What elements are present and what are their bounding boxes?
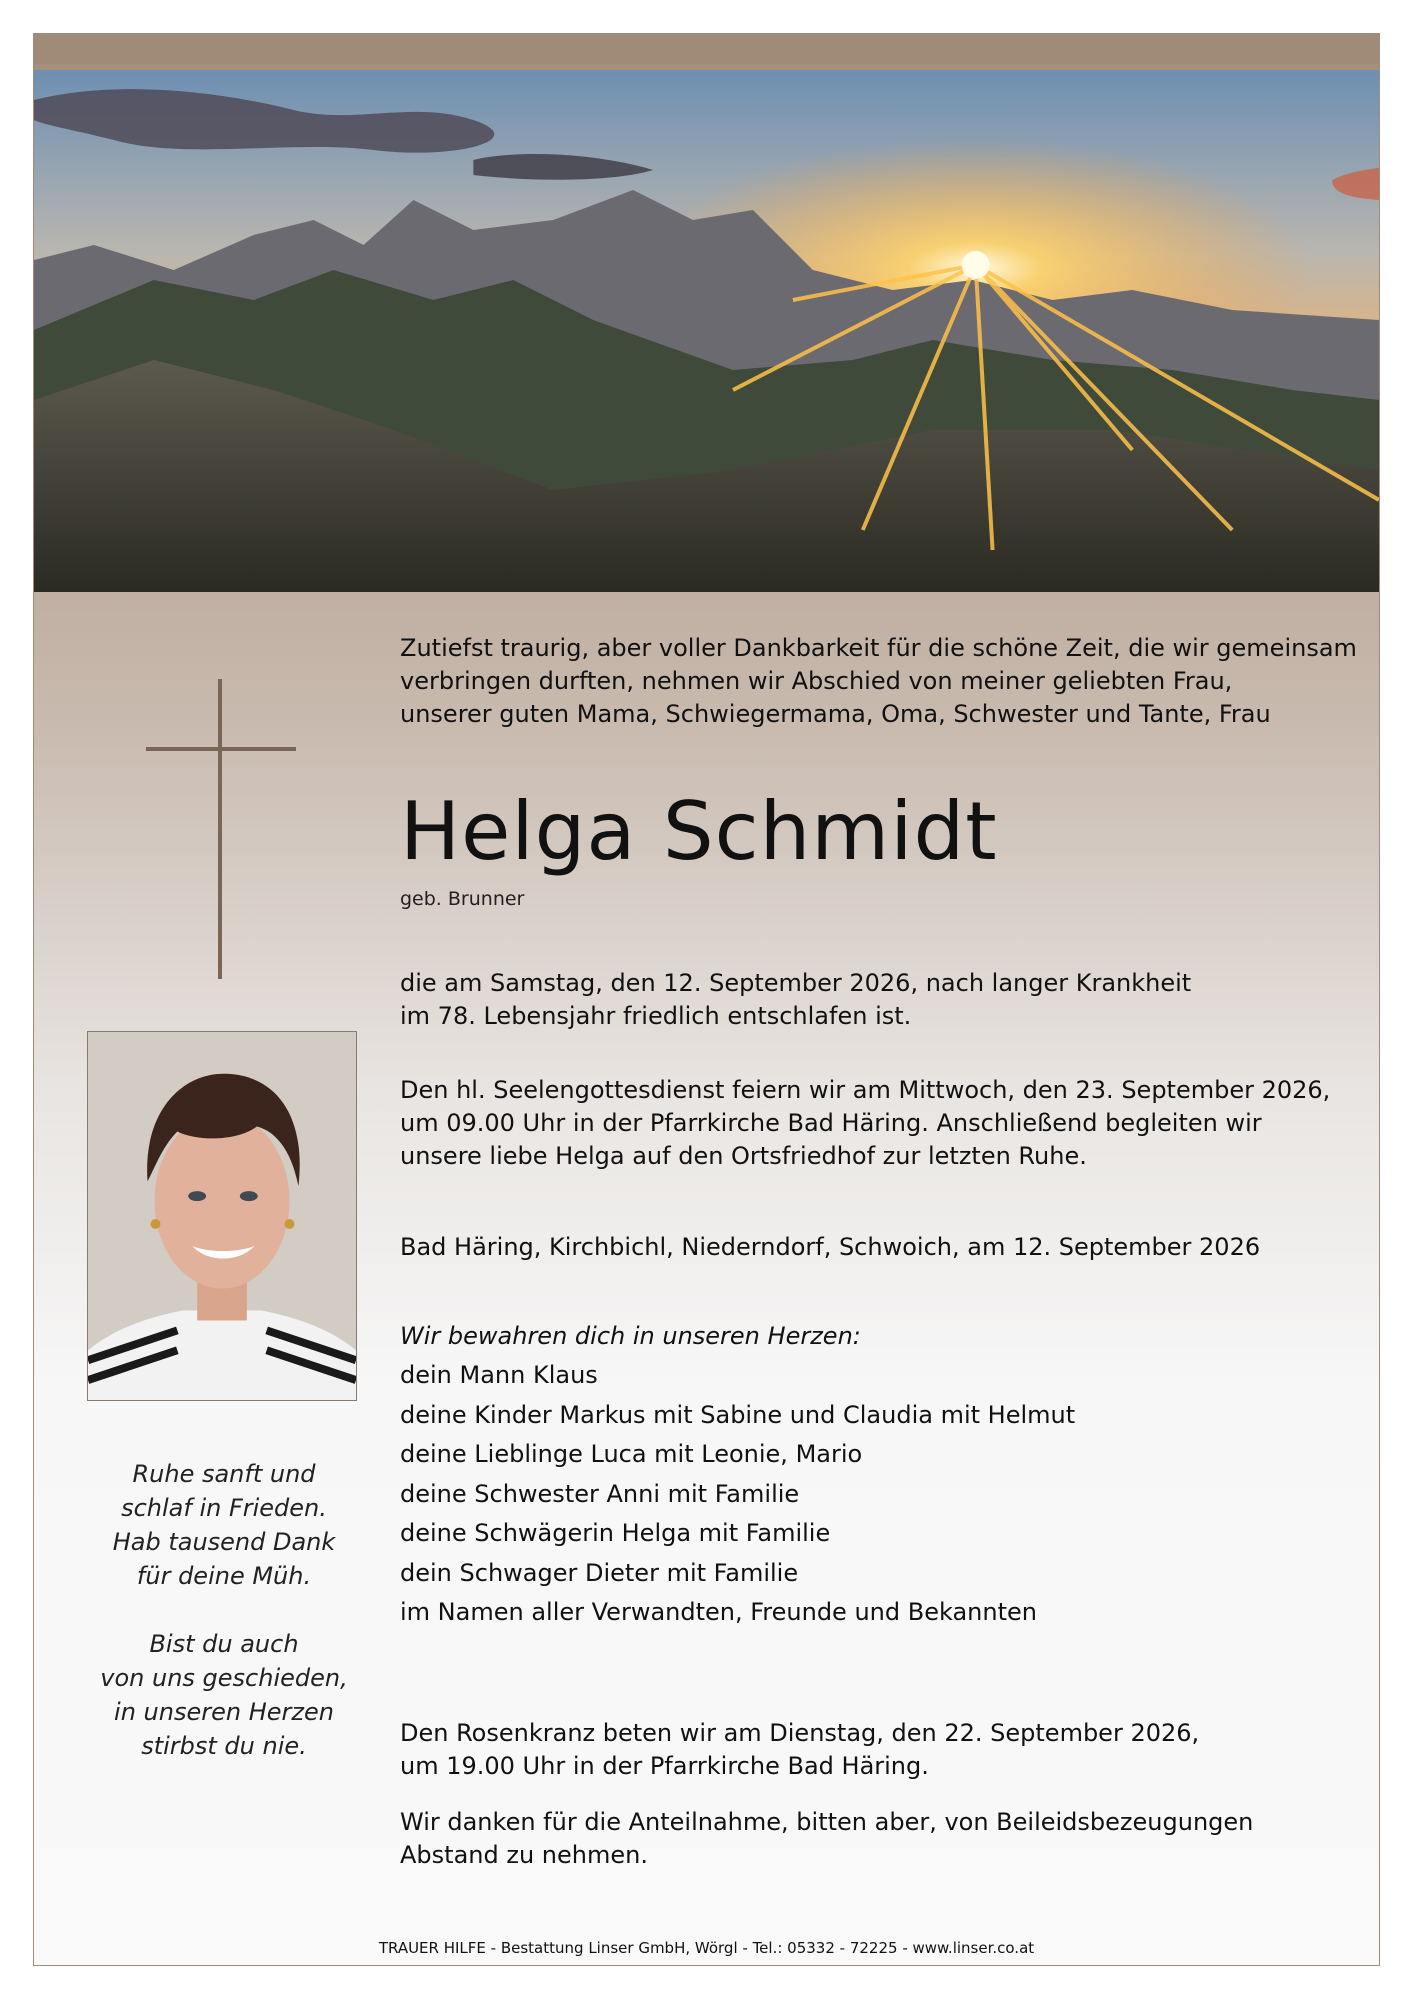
mourners-block: [400, 1316, 1360, 1633]
mourner-line: deine Lieblinge Luca mit Leonie, Mario: [400, 1440, 863, 1468]
service-line: unsere liebe Helga auf den Ortsfriedhof zur letzten Ruhe.: [400, 1142, 1087, 1170]
poem-line: Hab tausend Dank: [112, 1528, 336, 1556]
obituary-main-text: [400, 632, 1360, 731]
intro-line: Zutiefst traurig, aber voller Dankbarkeit für die schöne Zeit, die wir gemeinsam: [400, 634, 1357, 662]
death-line: die am Samstag, den 12. September 2026, nach langer Krankheit: [400, 969, 1192, 997]
death-notice: [400, 967, 1360, 1033]
poem-line: für deine Müh.: [136, 1562, 312, 1590]
cross-vertical-bar: [218, 679, 222, 979]
poem-line: Ruhe sanft und: [132, 1460, 316, 1488]
cross-horizontal-bar: [146, 747, 296, 751]
obituary-card: [33, 33, 1380, 1966]
thanks-line: Wir danken für die Anteilnahme, bitten aber, von Beileidsbezeugungen: [400, 1808, 1254, 1836]
rosary-notice: [400, 1717, 1360, 1783]
poem-line: schlaf in Frieden.: [121, 1494, 327, 1522]
death-line: im 78. Lebensjahr friedlich entschlafen ist.: [400, 1002, 912, 1030]
poem-verse-1: [74, 1457, 374, 1593]
mountain-sunset-photo: [34, 70, 1379, 592]
mourner-line: deine Schwägerin Helga mit Familie: [400, 1519, 831, 1547]
place-date: Bad Häring, Kirchbichl, Niederndorf, Schwoich, am 12. September 2026: [400, 1233, 1261, 1261]
rosary-line: Den Rosenkranz beten wir am Dienstag, den 22. September 2026,: [400, 1719, 1200, 1747]
poem-verse-2: [74, 1627, 374, 1763]
mourner-line: dein Mann Klaus: [400, 1361, 598, 1389]
mourner-line: deine Kinder Markus mit Sabine und Claudia mit Helmut: [400, 1400, 1076, 1429]
mourners-heading: Wir bewahren dich in unseren Herzen:: [400, 1322, 861, 1350]
intro-text: [400, 632, 1360, 731]
footer-text: TRAUER HILFE - Bestattung Linser GmbH, Wörgl - Tel.: 05332 - 72225 - www.linser.co.at: [378, 1939, 1035, 1957]
cross-icon: [146, 679, 296, 979]
mourner-line: dein Schwager Dieter mit Familie: [400, 1558, 799, 1587]
deceased-name: Helga Schmidt: [400, 785, 998, 878]
thanks-notice: [400, 1806, 1360, 1872]
intro-line: verbringen durften, nehmen wir Abschied von meiner geliebten Frau,: [400, 667, 1233, 695]
top-bar: [34, 34, 1379, 64]
thanks-line: Abstand zu nehmen.: [400, 1841, 648, 1869]
poem-line: in unseren Herzen: [114, 1698, 334, 1726]
poem-line: von uns geschieden,: [100, 1664, 348, 1692]
mourner-line: deine Schwester Anni mit Familie: [400, 1479, 800, 1508]
service-line: Den hl. Seelengottesdienst feiern wir am Mittwoch, den 23. September 2026,: [400, 1076, 1331, 1104]
maiden-name: geb. Brunner: [400, 888, 525, 910]
poem-line: Bist du auch: [149, 1630, 299, 1658]
poem-line: stirbst du nie.: [141, 1732, 307, 1760]
service-notice: [400, 1074, 1360, 1173]
service-line: um 09.00 Uhr in der Pfarrkirche Bad Häring. Anschließend begleiten wir: [400, 1109, 1262, 1137]
intro-line: unserer guten Mama, Schwiegermama, Oma, Schwester und Tante, Frau: [400, 700, 1271, 728]
portrait-photo: [87, 1031, 357, 1401]
rosary-line: um 19.00 Uhr in der Pfarrkirche Bad Häring.: [400, 1752, 929, 1780]
mourner-line: im Namen aller Verwandten, Freunde und Bekannten: [400, 1598, 1037, 1626]
